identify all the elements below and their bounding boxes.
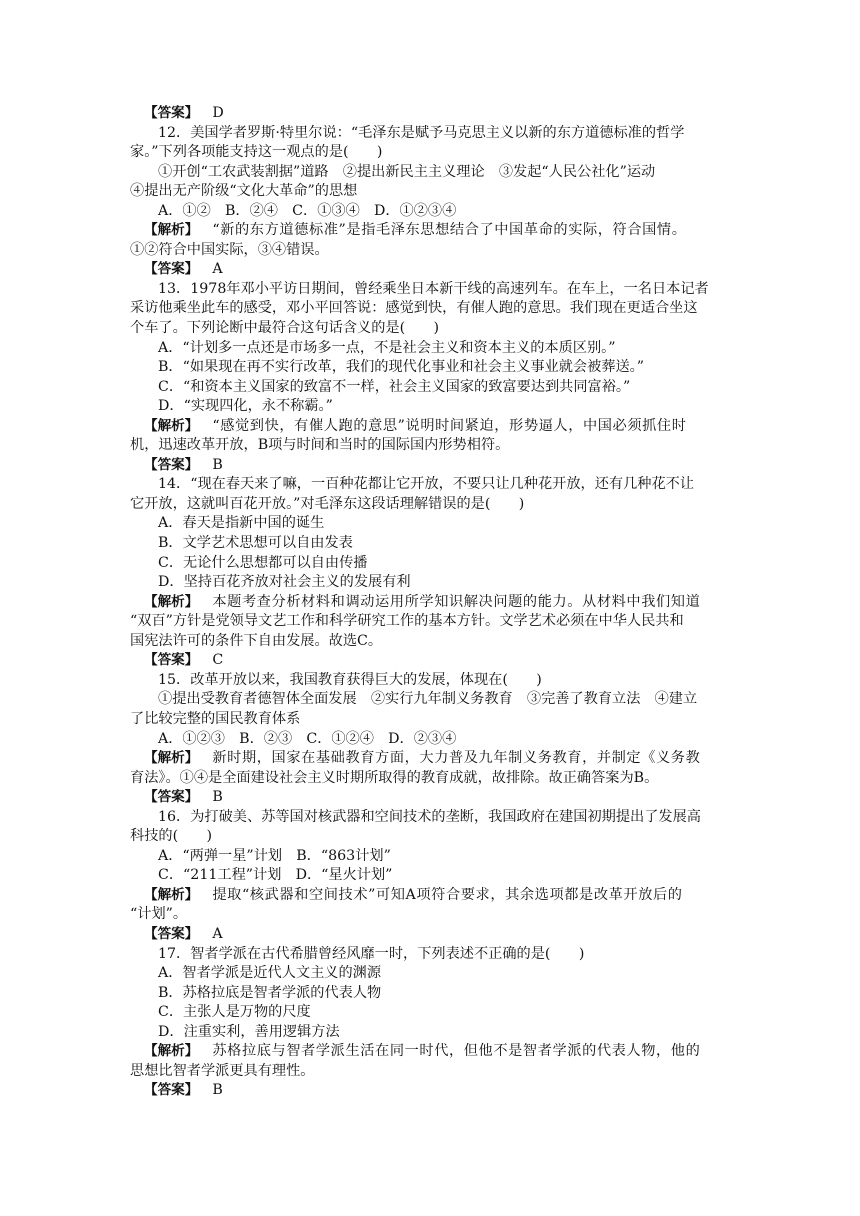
question-line	[130, 554, 735, 574]
continuation-line	[130, 1062, 735, 1082]
question-line	[130, 378, 735, 398]
question-line	[130, 339, 735, 359]
line-text: C．主张人是万物的尺度	[158, 1004, 311, 1021]
answer-label: 【答案】	[144, 789, 199, 806]
answer-line	[130, 651, 735, 671]
question-line	[130, 690, 735, 710]
line-text: 了比较完整的国民教育体系	[130, 710, 301, 727]
line-text: B．“如果现在再不实行改革，我们的现代化事业和社会主义事业就会被葬送。”	[158, 359, 645, 376]
explanation-label: 【解析】	[144, 886, 199, 903]
line-text: “双百”方针是党领导文艺工作和科学研究工作的基本方针。文学艺术必须在中华人民共和	[130, 613, 684, 630]
line-text: ①②符合中国实际，③④错误。	[130, 241, 329, 258]
line-text: A．“计划多一点还是市场多一点，不是社会主义和资本主义的本质区别。”	[158, 339, 616, 356]
line-text: 它开放，这就叫百花开放。”对毛泽东这段话理解错误的是( )	[130, 495, 525, 512]
continuation-line	[130, 769, 735, 789]
answer-line	[130, 260, 735, 280]
question-line	[130, 202, 735, 222]
answer-line	[130, 788, 735, 808]
explanation-line	[130, 593, 735, 613]
question-line	[130, 730, 735, 750]
line-text: C．无论什么思想都可以自由传播	[158, 554, 368, 571]
answer-label: 【答案】	[144, 925, 199, 942]
explanation-text: 本题考查分析材料和调动运用所学知识解决问题的能力。从材料中我们知道	[212, 593, 701, 610]
continuation-line	[130, 299, 735, 319]
explanation-text: 提取“核武器和空间技术”可知A项符合要求，其余选项都是改革开放后的	[212, 886, 683, 903]
question-line	[130, 847, 735, 867]
line-text: “计划”。	[130, 906, 188, 923]
question-line	[130, 397, 735, 417]
line-text: A．“两弹一星”计划 B．“863计划”	[158, 847, 391, 864]
explanation-label: 【解析】	[144, 222, 199, 239]
line-text: 13．1978年邓小平访日期间，曾经乘坐日本新干线的高速列车。在车上，一名日本记者	[158, 280, 709, 297]
continuation-line	[130, 495, 735, 515]
explanation-text: “感觉到快，有催人跑的意思”说明时间紧迫，形势逼人，中国必须抓住时	[212, 417, 687, 434]
explanation-text: 苏格拉底与智者学派生活在同一时代，但他不是智者学派的代表人物，他的	[212, 1043, 701, 1060]
continuation-line	[130, 143, 735, 163]
answer-label: 【答案】	[144, 105, 199, 121]
question-line	[130, 964, 735, 984]
line-text: 个车了。下列论断中最符合这句话含义的是( )	[130, 320, 440, 337]
line-text: D．坚持百花齐放对社会主义的发展有利	[158, 574, 411, 591]
explanation-label: 【解析】	[144, 750, 199, 767]
line-text: A．智者学派是近代人文主义的渊源	[158, 965, 382, 982]
line-text: C．“和资本主义国家的致富不一样，社会主义国家的致富要达到共同富裕。”	[158, 378, 631, 395]
answer-value: A	[212, 925, 223, 942]
line-text: D．注重实利，善用逻辑方法	[158, 1023, 340, 1040]
answer-value: B	[212, 1082, 223, 1099]
line-text: 15．改革开放以来，我国教育获得巨大的发展，体现在( )	[158, 671, 542, 688]
line-text: ④提出无产阶级“文化大革命”的思想	[130, 183, 358, 200]
line-text: D．“实现四化，永不称霸。”	[158, 398, 333, 415]
explanation-line	[130, 221, 735, 241]
line-text: 家。”下列各项能支持这一观点的是( )	[130, 144, 383, 161]
question-line	[130, 1023, 735, 1043]
explanation-label: 【解析】	[144, 1043, 199, 1060]
explanation-text: “新的东方道德标准”是指毛泽东思想结合了中国革命的实际，符合国情。	[212, 222, 687, 239]
answer-value: B	[212, 456, 223, 473]
continuation-line	[130, 241, 735, 261]
question-line	[130, 573, 735, 593]
answer-label: 【答案】	[144, 652, 199, 669]
question-line	[130, 866, 735, 886]
continuation-line	[130, 710, 735, 730]
line-text: 国宪法许可的条件下自由发展。故选C。	[130, 632, 383, 649]
explanation-line	[130, 749, 735, 769]
line-text: 思想比智者学派更具有理性。	[130, 1062, 315, 1079]
answer-label: 【答案】	[144, 456, 199, 473]
answer-value: C	[212, 652, 224, 669]
answer-line	[130, 1081, 735, 1101]
line-text: 17．智者学派在古代希腊曾经风靡一时，下列表述不正确的是( )	[158, 945, 585, 962]
answer-line	[130, 925, 735, 945]
line-text: B．文学艺术思想可以自由发表	[158, 535, 353, 552]
explanation-line	[130, 886, 735, 906]
question-line	[130, 808, 735, 828]
line-text: 育法》。①④是全面建设社会主义时期所取得的教育成就，故排除。故正确答案为B。	[130, 769, 659, 786]
question-line	[130, 280, 735, 300]
explanation-line	[130, 1042, 735, 1062]
explanation-line	[130, 417, 735, 437]
answer-line	[130, 104, 735, 124]
question-line	[130, 358, 735, 378]
question-line	[130, 124, 735, 144]
question-line	[130, 984, 735, 1004]
line-text: A．①② B．②④ C．①③④ D．①②③④	[158, 202, 457, 219]
line-text: ①提出受教育者德智体全面发展 ②实行九年制义务教育 ③完善了教育立法 ④建立	[158, 691, 698, 708]
continuation-line	[130, 436, 735, 456]
answer-value: B	[212, 789, 223, 806]
question-content	[130, 104, 735, 1101]
line-text: 16．为打破美、苏等国对核武器和空间技术的垄断，我国政府在建国初期提出了发展高	[158, 808, 701, 825]
explanation-label: 【解析】	[144, 417, 199, 434]
line-text: 14．“现在春天来了嘛，一百种花都让它开放，不要只让几种花开放，还有几种花不让	[158, 476, 695, 493]
question-line	[130, 1003, 735, 1023]
answer-value: A	[212, 261, 223, 278]
line-text: A．①②③ B．②③ C．①②④ D．②③④	[158, 730, 457, 747]
line-text: ①开创“工农武装割据”道路 ②提出新民主主义理论 ③发起“人民公社化”运动	[158, 163, 656, 180]
question-line	[130, 671, 735, 691]
continuation-line	[130, 319, 735, 339]
continuation-line	[130, 827, 735, 847]
continuation-line	[130, 905, 735, 925]
answer-value: D	[212, 105, 224, 121]
continuation-line	[130, 612, 735, 632]
line-text: C．“211工程”计划 D．“星火计划”	[158, 867, 393, 884]
question-line	[130, 514, 735, 534]
line-text: 机，迅速改革开放，B项与时间和当时的国际国内形势相符。	[130, 437, 510, 454]
answer-label: 【答案】	[144, 261, 199, 278]
line-text: 采访他乘坐此车的感受，邓小平回答说：感觉到快，有催人跑的意思。我们现在更适合坐这	[130, 300, 698, 317]
continuation-line	[130, 632, 735, 652]
line-text: B．苏格拉底是智者学派的代表人物	[158, 984, 382, 1001]
question-line	[130, 534, 735, 554]
explanation-text: 新时期，国家在基础教育方面，大力普及九年制义务教育，并制定《义务教	[212, 750, 701, 767]
answer-line	[130, 456, 735, 476]
question-line	[130, 475, 735, 495]
line-text: A．春天是指新中国的诞生	[158, 515, 325, 532]
line-text: 12．美国学者罗斯·特里尔说：“毛泽东是赋予马克思主义以新的东方道德标准的哲学	[158, 124, 685, 141]
line-text: 科技的( )	[130, 828, 213, 845]
question-line	[130, 945, 735, 965]
continuation-line	[130, 182, 735, 202]
explanation-label: 【解析】	[144, 593, 199, 610]
question-line	[130, 163, 735, 183]
answer-label: 【答案】	[144, 1082, 199, 1099]
